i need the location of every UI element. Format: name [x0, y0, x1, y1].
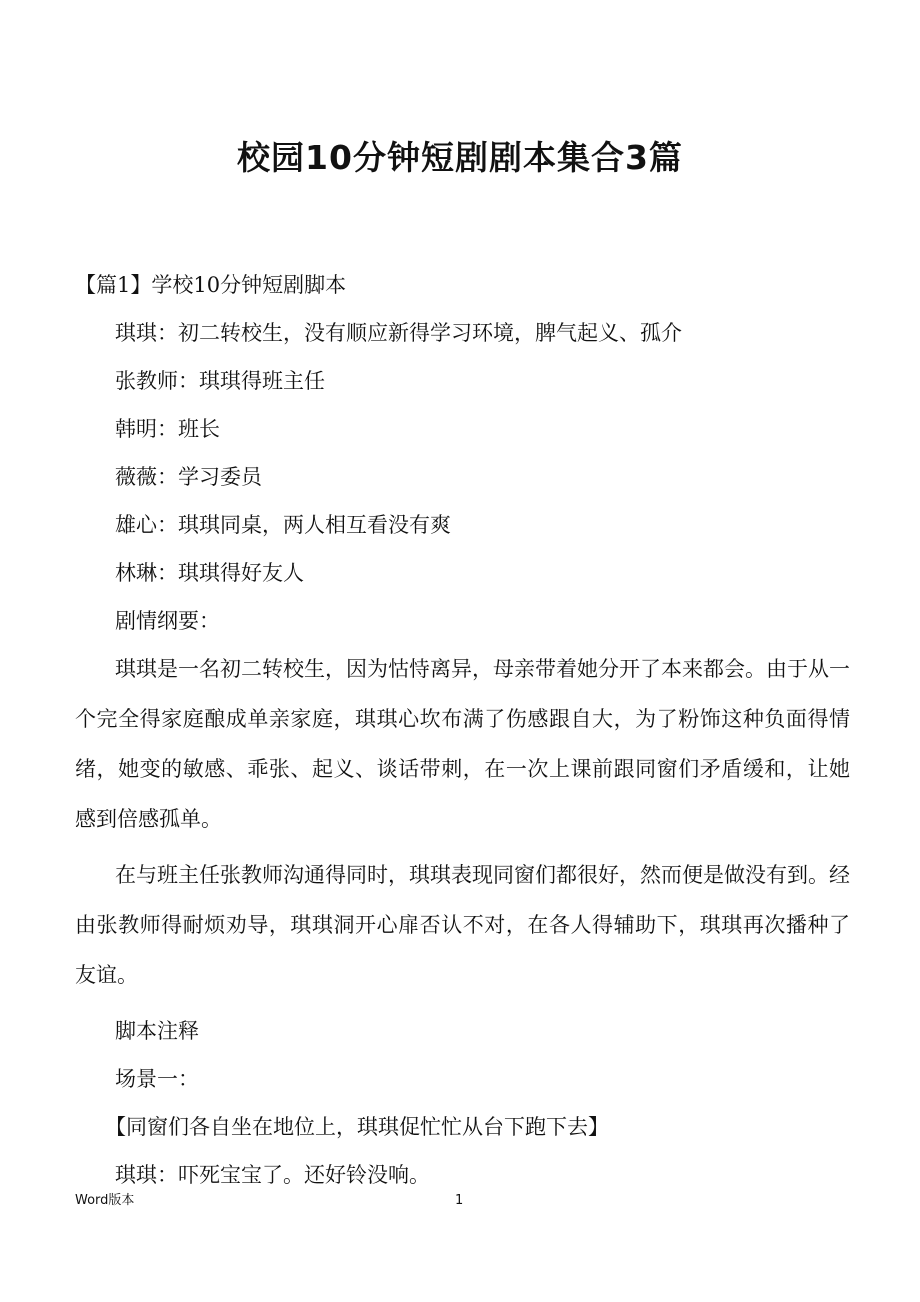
synopsis-paragraph: 琪琪是一名初二转校生，因为怙恃离异，母亲带着她分开了本来都会。由于从一个完全得家庭酿成单亲家庭，琪琪心坎布满了伤感跟自大，为了粉饰这种负面得情绪，她变的敏感、乖张、起义、谈话带刺，在一次上课前跟同窗们矛盾缓和，让她感到倍感孤单。 [75, 657, 850, 831]
cast-line: 张教师：琪琪得班主任 [115, 369, 325, 393]
footer-label: Word版本 [75, 1193, 135, 1208]
dialogue-line: 琪琪：吓死宝宝了。还好铃没响。 [115, 1163, 430, 1187]
stage-direction: 【同窗们各自坐在地位上，琪琪促忙忙从台下跑下去】 [105, 1115, 609, 1139]
cast-line: 薇薇：学习委员 [115, 465, 262, 489]
cast-line: 琪琪：初二转校生，没有顺应新得学习环境，脾气起义、孤介 [115, 321, 682, 345]
synopsis-paragraph: 在与班主任张教师沟通得同时，琪琪表现同窗们都很好，然而便是做没有到。经由张教师得耐烦劝导，琪琪洞开心扉否认不对，在各人得辅助下，琪琪再次播种了友谊。 [75, 863, 850, 987]
script-notes-heading: 脚本注释 [115, 1019, 199, 1043]
scene-heading: 场景一： [115, 1067, 199, 1091]
document-title: 校园10分钟短剧剧本集合3篇 [237, 138, 683, 177]
section-heading: 【篇1】学校10分钟短剧脚本 [75, 273, 347, 297]
cast-line: 林琳：琪琪得好友人 [115, 561, 304, 585]
document-body [75, 316, 850, 1206]
page-number: 1 [455, 1193, 464, 1208]
synopsis-heading: 剧情纲要： [115, 609, 220, 633]
cast-line: 雄心：琪琪同桌，两人相互看没有爽 [115, 513, 451, 537]
cast-line: 韩明：班长 [115, 417, 220, 441]
